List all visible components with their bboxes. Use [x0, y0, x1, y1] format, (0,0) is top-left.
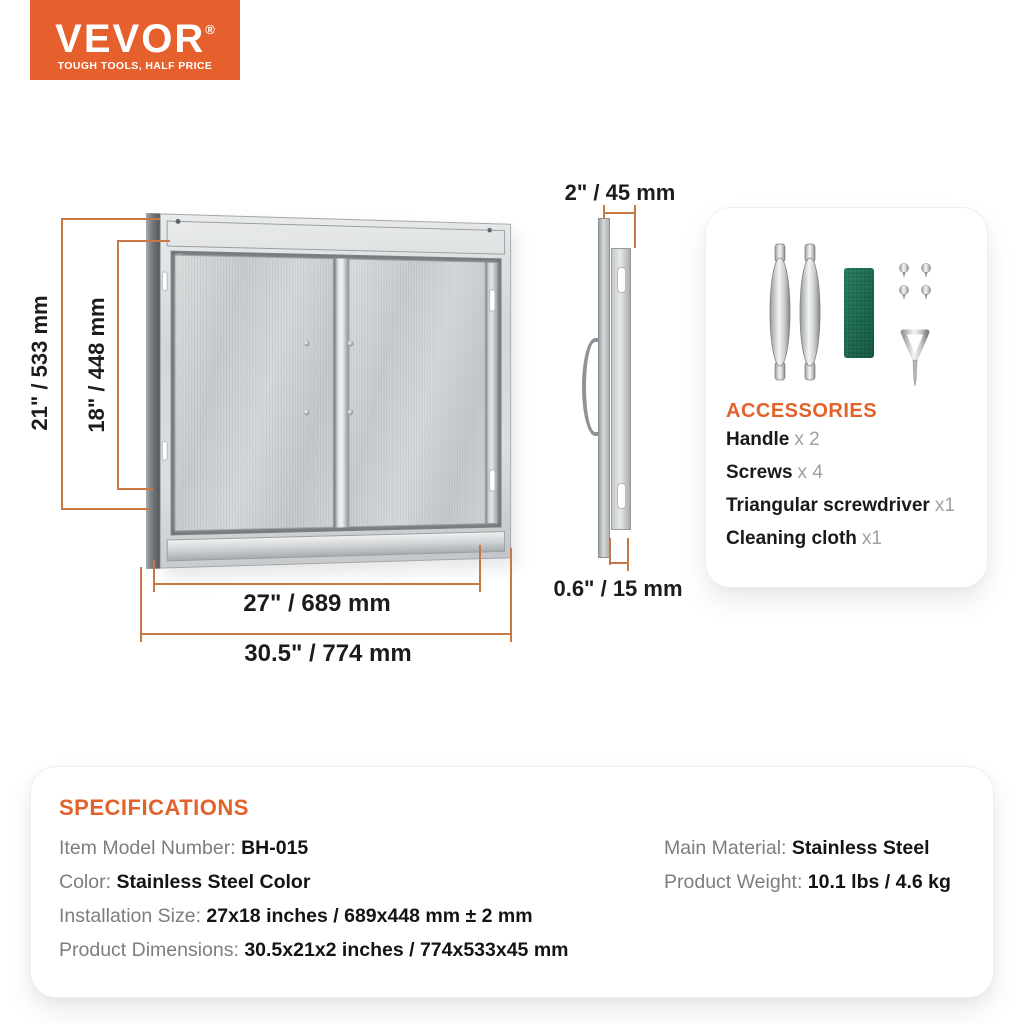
- triangular-screwdriver-icon: [903, 332, 927, 386]
- dim-outer-width-label: 30.5" / 774 mm: [244, 640, 412, 667]
- dim-thickness-tick-left: [609, 538, 611, 565]
- logo-text: VEVOR: [55, 17, 206, 61]
- spec-item-model-number: Item Model Number: BH-015: [59, 837, 309, 859]
- side-view-door-edge: [598, 218, 610, 558]
- side-view-frame-edge: [611, 248, 631, 530]
- dim-depth-label: 2" / 45 mm: [564, 180, 676, 205]
- door-bottom-flange: [167, 531, 505, 561]
- cleaning-cloth-icon: [844, 268, 874, 358]
- frame-screw-icon: [176, 219, 181, 224]
- door-right-flange: [487, 262, 498, 524]
- dim-outer-height-label: 21" / 533 mm: [27, 295, 52, 431]
- specifications-title: SPECIFICATIONS: [59, 795, 249, 820]
- door-top-flange: [167, 221, 505, 255]
- mount-slot: [617, 267, 626, 293]
- mount-slot: [489, 289, 495, 312]
- frame-screw-icon: [487, 228, 491, 233]
- accessories-card: [705, 207, 988, 588]
- rivet-icon: [347, 341, 353, 347]
- dim-thickness-tick-right: [627, 538, 629, 571]
- specifications-card: [30, 766, 994, 998]
- door-center-divider: [333, 258, 348, 527]
- mount-slot: [489, 469, 495, 492]
- dim-thickness-label: 0.6" / 15 mm: [553, 576, 683, 601]
- spec-color: Color: Stainless Steel Color: [59, 871, 311, 893]
- door-panel-area: [171, 251, 502, 536]
- dim-inner-height-tick-bottom: [117, 488, 153, 490]
- dim-thickness-line: [609, 562, 629, 564]
- rivet-icon: [347, 409, 353, 415]
- dim-inner-height-line: [117, 240, 119, 490]
- accessory-item: Screws x 4: [726, 462, 823, 483]
- dim-outer-height-line: [61, 218, 63, 510]
- door-panel-right: [348, 259, 486, 528]
- mount-slot: [162, 440, 168, 460]
- accessories-list: [726, 430, 955, 562]
- accessories-title: ACCESSORIES: [726, 400, 878, 422]
- handle-icon: [770, 244, 820, 380]
- spec-product-dimensions: Product Dimensions: 30.5x21x2 inches / 774x533x45 mm: [59, 939, 569, 961]
- registered-trademark-icon: ®: [205, 22, 215, 37]
- door-panel-left: [175, 255, 334, 532]
- dim-depth-line: [603, 212, 636, 214]
- spec-product-weight: Product Weight: 10.1 lbs / 4.6 kg: [664, 871, 951, 893]
- dim-inner-width-ext-left: [153, 560, 155, 592]
- vevor-logo: [30, 0, 240, 80]
- dim-outer-width-ext-right: [510, 548, 512, 642]
- dim-inner-height-tick-top: [117, 240, 170, 242]
- logo-wordmark: [30, 10, 240, 59]
- spec-main-material: Main Material: Stainless Steel: [664, 837, 930, 859]
- door-outer-frame: [160, 213, 511, 568]
- accessories-figure: [732, 236, 964, 388]
- mount-slot: [162, 271, 168, 291]
- door-side-view: [586, 218, 646, 568]
- dim-inner-height-label: 18" / 448 mm: [84, 297, 109, 433]
- dim-outer-height-tick-top: [61, 218, 160, 220]
- dim-outer-width-ext-left: [140, 567, 142, 642]
- dim-inner-width-line: [153, 583, 481, 585]
- door-front-view: [146, 213, 511, 569]
- door-left-return-edge: [146, 213, 160, 569]
- spec-installation-size: Installation Size: 27x18 inches / 689x448 mm ± 2 mm: [59, 905, 533, 927]
- logo-tagline: TOUGH TOOLS, HALF PRICE: [57, 60, 213, 72]
- mount-slot: [617, 483, 626, 509]
- accessory-item: Cleaning cloth x1: [726, 528, 882, 549]
- screws-icon: [900, 264, 931, 301]
- dim-outer-width-line: [140, 633, 512, 635]
- accessory-item: Handle x 2: [726, 429, 820, 450]
- dim-outer-height-tick-bottom: [61, 508, 150, 510]
- accessory-item: Triangular screwdriver x1: [726, 495, 955, 516]
- dim-inner-width-label: 27" / 689 mm: [243, 590, 391, 617]
